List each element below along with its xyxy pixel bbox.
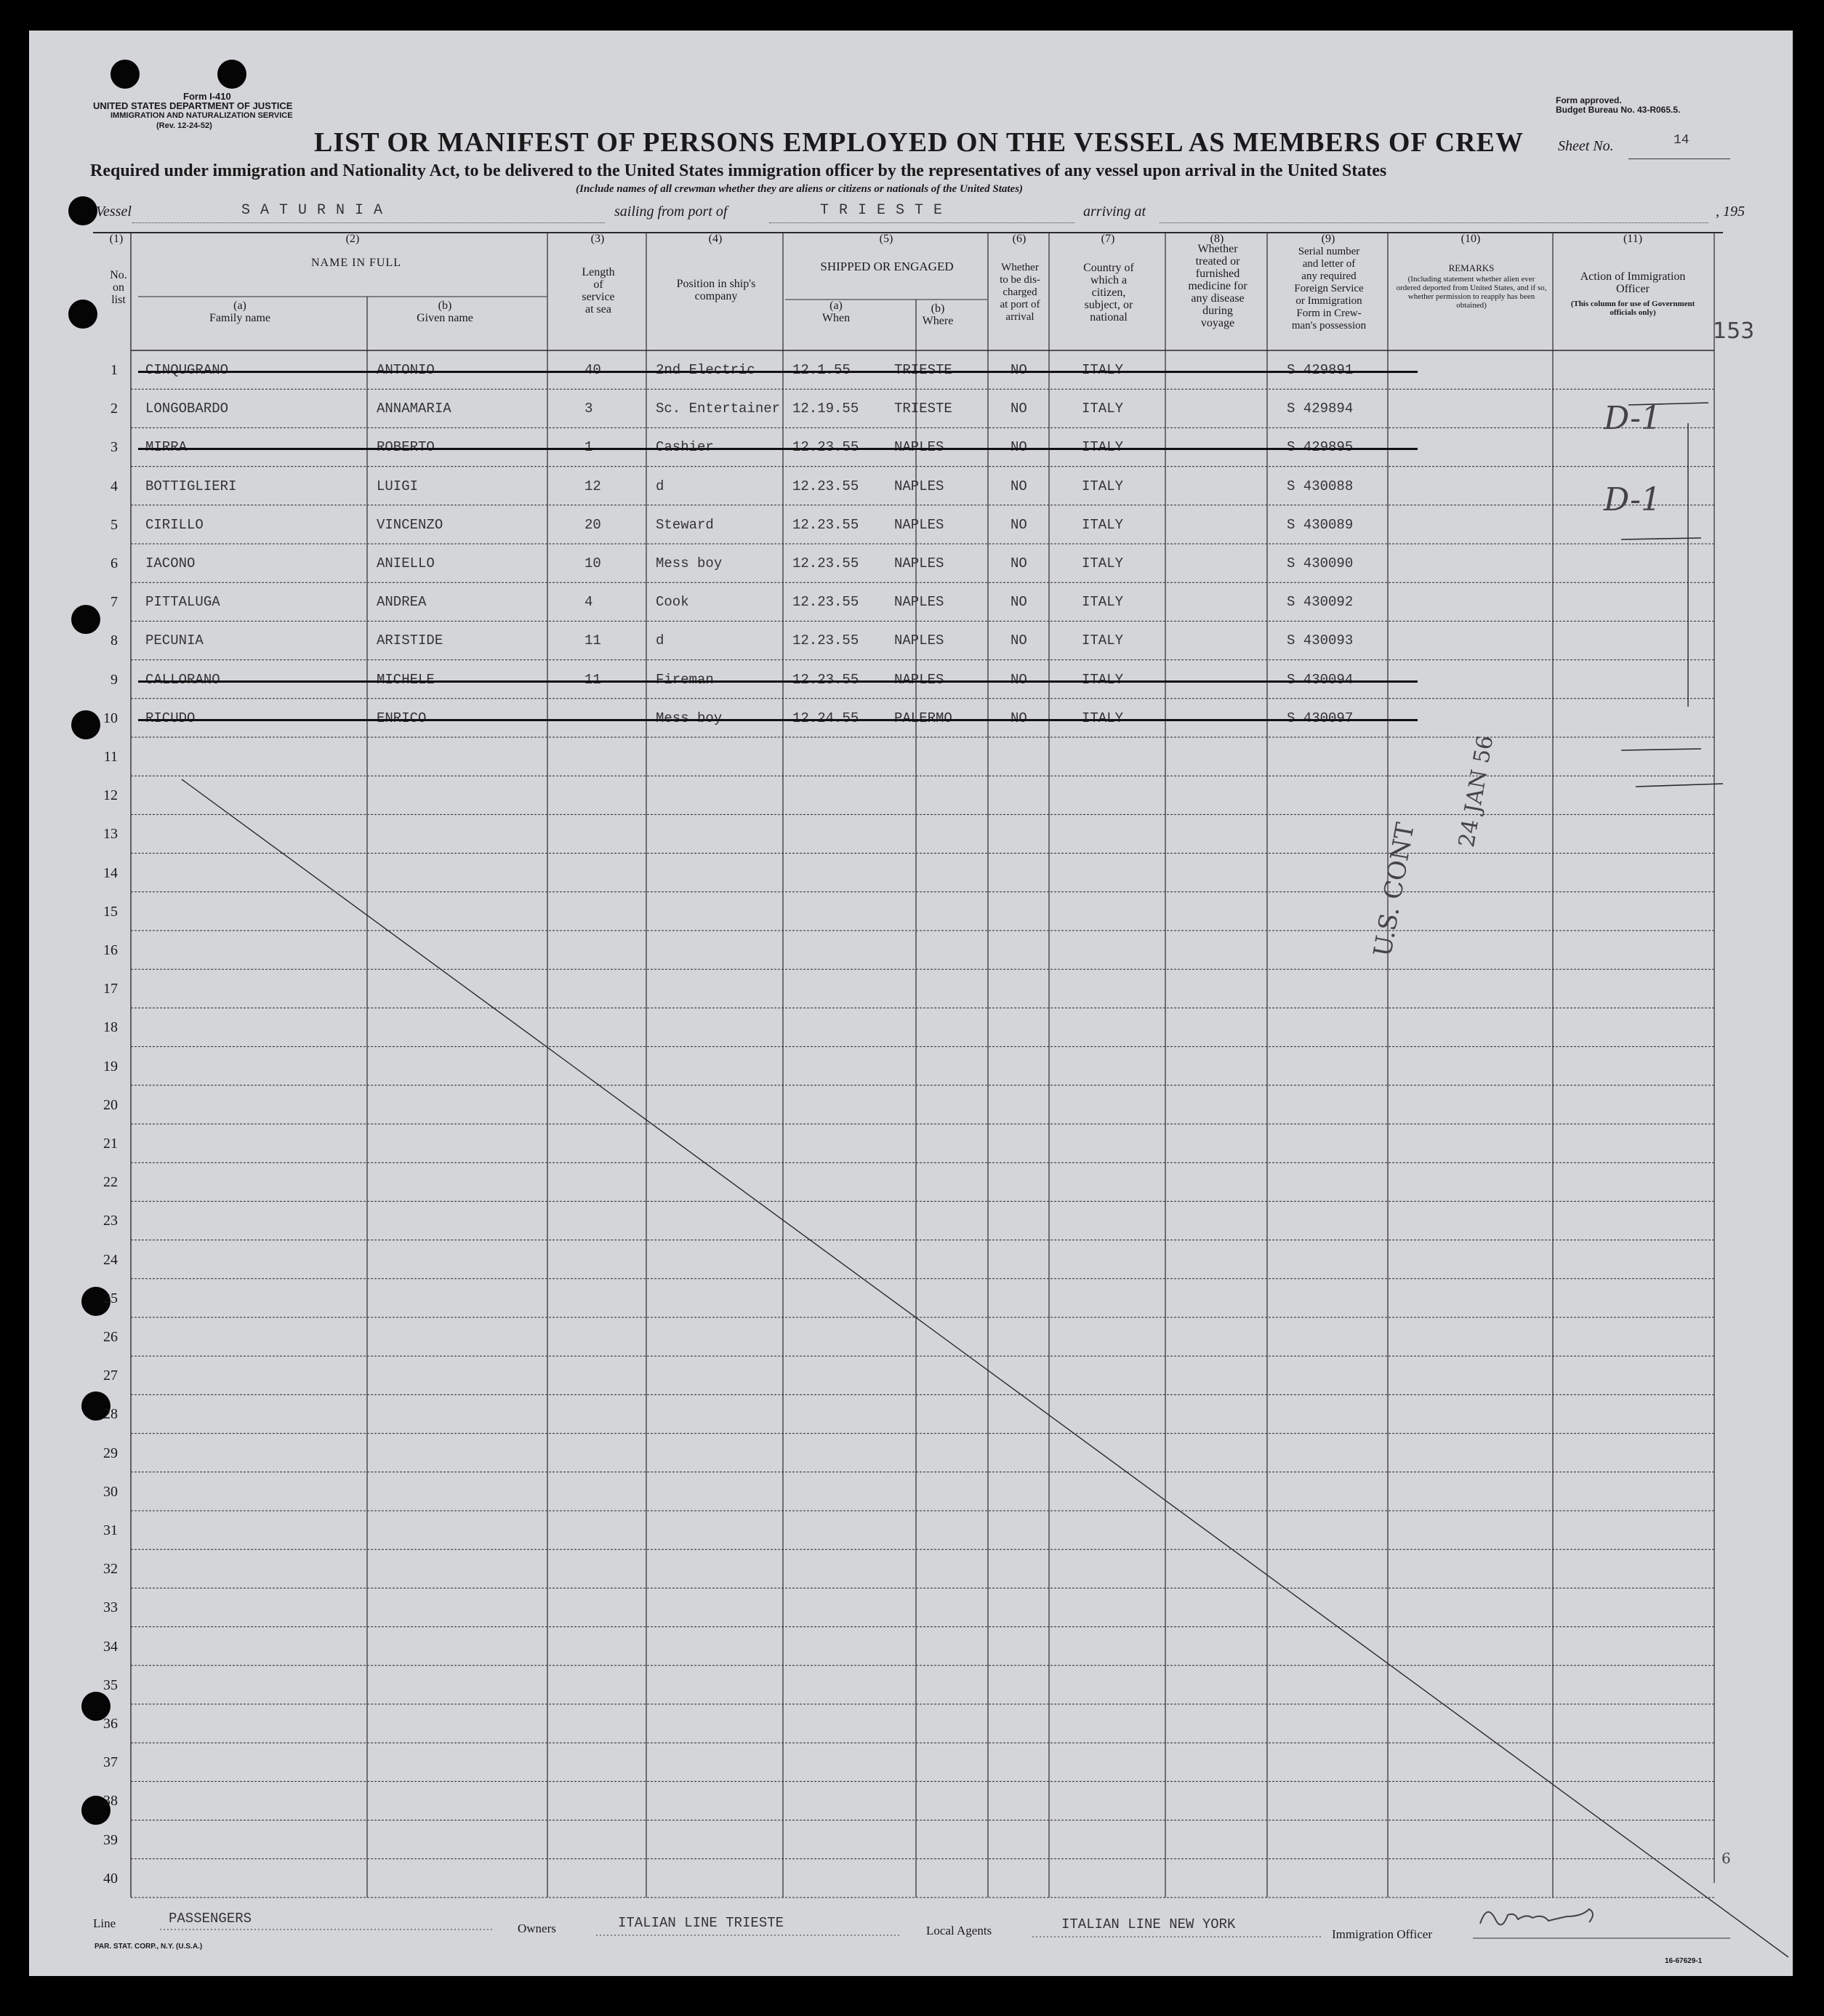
shipped-where-cell: NAPLES [894,555,944,571]
shipped-when-cell: 12.23.55 [792,439,859,456]
position-cell: Sc. Entertainer [656,401,781,417]
shipped-where-cell: NAPLES [894,632,944,649]
family-name-cell: CINQUGRANO [145,362,229,378]
given-name-cell: LUIGI [377,478,419,494]
row-number: 23 [103,1213,118,1229]
country-cell: ITALY [1082,555,1124,571]
serial-number-cell: S 430088 [1287,478,1354,494]
row-number: 9 [111,671,118,688]
discharged-cell: NO [1011,478,1027,494]
position-cell: Cashier [656,439,714,456]
row-number: 38 [103,1793,118,1810]
service-length-cell: 12 [584,478,601,494]
shipped-when-cell: 12.23.55 [792,632,859,649]
shipped-when-cell: 12.23.55 [792,478,859,494]
position-cell: Steward [656,516,714,533]
row-number: 34 [103,1638,118,1655]
shipped-when-cell: 12.23.55 [792,555,859,571]
owners-value: ITALIAN LINE TRIESTE [618,1915,784,1931]
service-length-cell: 3 [584,401,593,417]
family-name-cell: PITTALUGA [145,594,220,611]
service-length-cell: 10 [584,555,601,571]
col-head-family-name: (a) Family name [209,300,270,324]
row-number: 12 [103,787,118,804]
country-cell: ITALY [1082,401,1124,417]
service-length-cell: 11 [584,671,601,688]
shipped-when-cell: 12.23.55 [792,594,859,611]
row-number: 39 [103,1831,118,1848]
col-num-1: (1) [109,233,124,245]
row-number: 33 [103,1599,118,1616]
serial-number-cell: S 430093 [1287,632,1354,649]
row-number: 21 [103,1136,118,1152]
col-num-11: (11) [1623,233,1643,245]
row-number: 10 [103,710,118,726]
shipped-when-cell: 12.1.55 [792,362,851,378]
shipped-where-cell: NAPLES [894,516,944,533]
family-name-cell: LONGOBARDO [145,401,229,417]
col-head-length: Length of service at sea [582,266,615,316]
form-number: Form I-410 [183,91,231,102]
family-name-cell: BOTTIGLIERI [145,478,237,494]
remark-d1-first: D-1 [1604,400,1661,437]
col-head-remarks-note: (Including statement whether alien ever ordered deported from United States, and if so, whether permission to reapply has been obtained) [1396,275,1547,310]
row-number: 3 [111,439,118,456]
serial-number-cell: S 430092 [1287,594,1354,611]
col-head-given-name: (b) Given name [417,300,473,324]
remark-d1-second: D-1 [1604,481,1661,518]
shipped-where-cell: NAPLES [894,478,944,494]
printer-imprint: PAR. STAT. CORP., N.Y. (U.S.A.) [95,1943,203,1951]
discharged-cell: NO [1011,362,1027,378]
form-title: LIST OR MANIFEST OF PERSONS EMPLOYED ON THE VESSEL AS MEMBERS OF CREW [314,127,1524,158]
col-head-country: Country of which a citizen, subject, or national [1083,262,1134,324]
service-length-cell: 40 [584,362,601,378]
discharged-cell: NO [1011,594,1027,611]
vessel-label: Vessel [96,204,132,220]
arriving-at-label: arriving at [1083,204,1146,220]
country-cell: ITALY [1082,671,1124,688]
shipped-when-cell: 12.19.55 [792,401,859,417]
row-number: 35 [103,1676,118,1693]
row-number: 5 [111,516,118,533]
footer-lines [29,31,1793,1976]
row-number: 14 [103,864,118,881]
col-num-3: (3) [590,233,605,245]
position-cell: 2nd Electric [656,362,755,378]
family-name-cell: CIRILLO [145,516,204,533]
discharged-cell: NO [1011,516,1027,533]
discharged-cell: NO [1011,401,1027,417]
family-name-cell: PECUNIA [145,632,204,649]
row-number: 19 [103,1058,118,1075]
row-number: 20 [103,1096,118,1113]
department-name: UNITED STATES DEPARTMENT OF JUSTICE [93,100,293,111]
position-cell: d [656,632,664,649]
row-number: 7 [111,594,118,611]
given-name-cell: ANDREA [377,594,427,611]
position-cell: Mess boy [656,710,723,726]
row-number: 29 [103,1445,118,1461]
line-label: Line [93,1916,116,1930]
position-cell: Cook [656,594,689,611]
discharged-cell: NO [1011,439,1027,456]
form-note: (Include names of all crewman whether they are aliens or citizens or nationals of the United States) [576,183,1024,195]
row-number: 1 [111,362,118,378]
shipped-where-cell: PALERMO [894,710,952,726]
vessel-name: SATURNIA [241,202,393,219]
position-cell: d [656,478,664,494]
given-name-cell: ANNAMARIA [377,401,451,417]
serial-number-cell: S 429891 [1287,362,1354,378]
row-number: 36 [103,1716,118,1732]
officer-signature [1480,1909,1593,1924]
row-number: 17 [103,981,118,997]
family-name-cell: IACONO [145,555,196,571]
service-length-cell: 1 [584,439,593,456]
immigration-officer-label: Immigration Officer [1332,1927,1433,1941]
col-num-8: (8) [1210,233,1224,245]
col-head-no: No. on list [110,269,127,306]
row-number: 11 [103,749,118,765]
row-number: 8 [111,632,118,649]
row-number: 24 [103,1251,118,1268]
col-head-remarks: REMARKS [1448,262,1495,273]
shipped-where-cell: TRIESTE [894,401,952,417]
sheet-no-value: 14 [1674,133,1690,148]
row-number: 2 [111,401,118,417]
col-head-where: (b) Where [922,302,954,327]
row-number: 22 [103,1174,118,1191]
col-num-2: (2) [345,233,360,245]
discharged-cell: NO [1011,632,1027,649]
stamp-date: 24 JAN 56 [1454,733,1499,850]
row-number: 37 [103,1754,118,1771]
col-head-position: Position in ship's company [676,278,756,302]
col-head-shipped: SHIPPED OR ENGAGED [820,260,954,273]
col-num-7: (7) [1101,233,1115,245]
line-value: PASSENGERS [169,1911,252,1927]
print-code: 16-67629-1 [1665,1957,1703,1965]
form-approved: Form approved. Budget Bureau No. 43-R065.5. [1556,95,1681,115]
serial-number-cell: S 430090 [1287,555,1354,571]
revision-date: (Rev. 12-24-52) [156,121,212,130]
shipped-where-cell: NAPLES [894,594,944,611]
col-head-action-note: (This column for use of Government officials only) [1570,300,1695,317]
row-number: 30 [103,1483,118,1500]
country-cell: ITALY [1082,710,1124,726]
given-name-cell: ANTONIO [377,362,435,378]
sheet-no-label: Sheet No. [1558,138,1614,154]
row-number: 16 [103,942,118,958]
shipped-when-cell: 12.23.55 [792,516,859,533]
col-head-medicine: Whether treated or furnished medicine for any disease during voyage [1188,243,1248,329]
row-number: 31 [103,1522,118,1538]
position-cell: Mess boy [656,555,723,571]
col-num-10: (10) [1461,233,1481,245]
row-number: 13 [103,826,118,843]
col-num-5: (5) [879,233,893,245]
row-number: 4 [111,478,118,494]
given-name-cell: ENRICO [377,710,427,726]
shipped-where-cell: NAPLES [894,439,944,456]
col-head-action: Action of Immigration Officer [1580,270,1686,295]
given-name-cell: ROBERTO [377,439,435,456]
margin-mark: 6 [1721,1850,1731,1867]
discharged-cell: NO [1011,671,1027,688]
country-cell: ITALY [1082,478,1124,494]
stamp-handwriting: U.S. CONT [1368,820,1421,959]
local-agents-label: Local Agents [926,1924,992,1937]
service-name: IMMIGRATION AND NATURALIZATION SERVICE [111,111,293,120]
page-stamp-number: 153 [1713,318,1755,344]
family-name-cell: MIRRA [145,439,188,456]
row-number: 28 [103,1406,118,1423]
given-name-cell: ARISTIDE [377,632,443,649]
shipped-where-cell: TRIESTE [894,362,952,378]
shipped-when-cell: 12.24.55 [792,710,859,726]
owners-label: Owners [518,1921,556,1935]
country-cell: ITALY [1082,632,1124,649]
col-head-serial: Serial number and letter of any required Foreign Service or Immigration Form in Crew- man's possession [1291,246,1367,332]
row-number: 27 [103,1368,118,1384]
serial-number-cell: S 430097 [1287,710,1354,726]
serial-number-cell: S 429895 [1287,439,1354,456]
sailing-from-label: sailing from port of [614,204,728,220]
shipped-when-cell: 12.23.55 [792,671,859,688]
country-cell: ITALY [1082,594,1124,611]
shipped-where-cell: NAPLES [894,671,944,688]
row-number: 6 [111,555,118,571]
given-name-cell: VINCENZO [377,516,443,533]
manifest-sheet [29,31,1793,1976]
col-head-name: NAME IN FULL [311,257,401,269]
service-length-cell: 11 [584,632,601,649]
family-name-cell: CALLORANO [145,671,220,688]
year-label: , 195 [1716,204,1745,220]
local-agents-value: ITALIAN LINE NEW YORK [1061,1916,1236,1932]
family-name-cell: RICUDO [145,710,196,726]
row-number: 25 [103,1290,118,1306]
country-cell: ITALY [1082,516,1124,533]
row-number: 32 [103,1561,118,1578]
form-subtitle: Required under immigration and Nationality Act, to be delivered to the United States immigration officer by the representatives of any vessel upon arrival in the United States [90,161,1387,180]
discharged-cell: NO [1011,710,1027,726]
col-num-6: (6) [1012,233,1026,245]
col-head-when: (a) When [821,300,851,324]
serial-number-cell: S 430089 [1287,516,1354,533]
col-head-discharged: Whether to be dis- charged at port of arrival [1000,262,1040,323]
discharged-cell: NO [1011,555,1027,571]
sailing-from-port: TRIESTE [820,202,953,219]
service-length-cell: 20 [584,516,601,533]
col-num-4: (4) [708,233,723,245]
position-cell: Fireman [656,671,714,688]
row-number: 18 [103,1019,118,1036]
country-cell: ITALY [1082,362,1124,378]
given-name-cell: ANIELLO [377,555,435,571]
country-cell: ITALY [1082,439,1124,456]
serial-number-cell: S 430094 [1287,671,1354,688]
row-number: 26 [103,1329,118,1345]
row-number: 15 [103,903,118,920]
col-num-9: (9) [1321,233,1335,245]
row-number: 40 [103,1870,118,1887]
service-length-cell: 4 [584,594,593,611]
given-name-cell: MICHELE [377,671,435,688]
serial-number-cell: S 429894 [1287,401,1354,417]
